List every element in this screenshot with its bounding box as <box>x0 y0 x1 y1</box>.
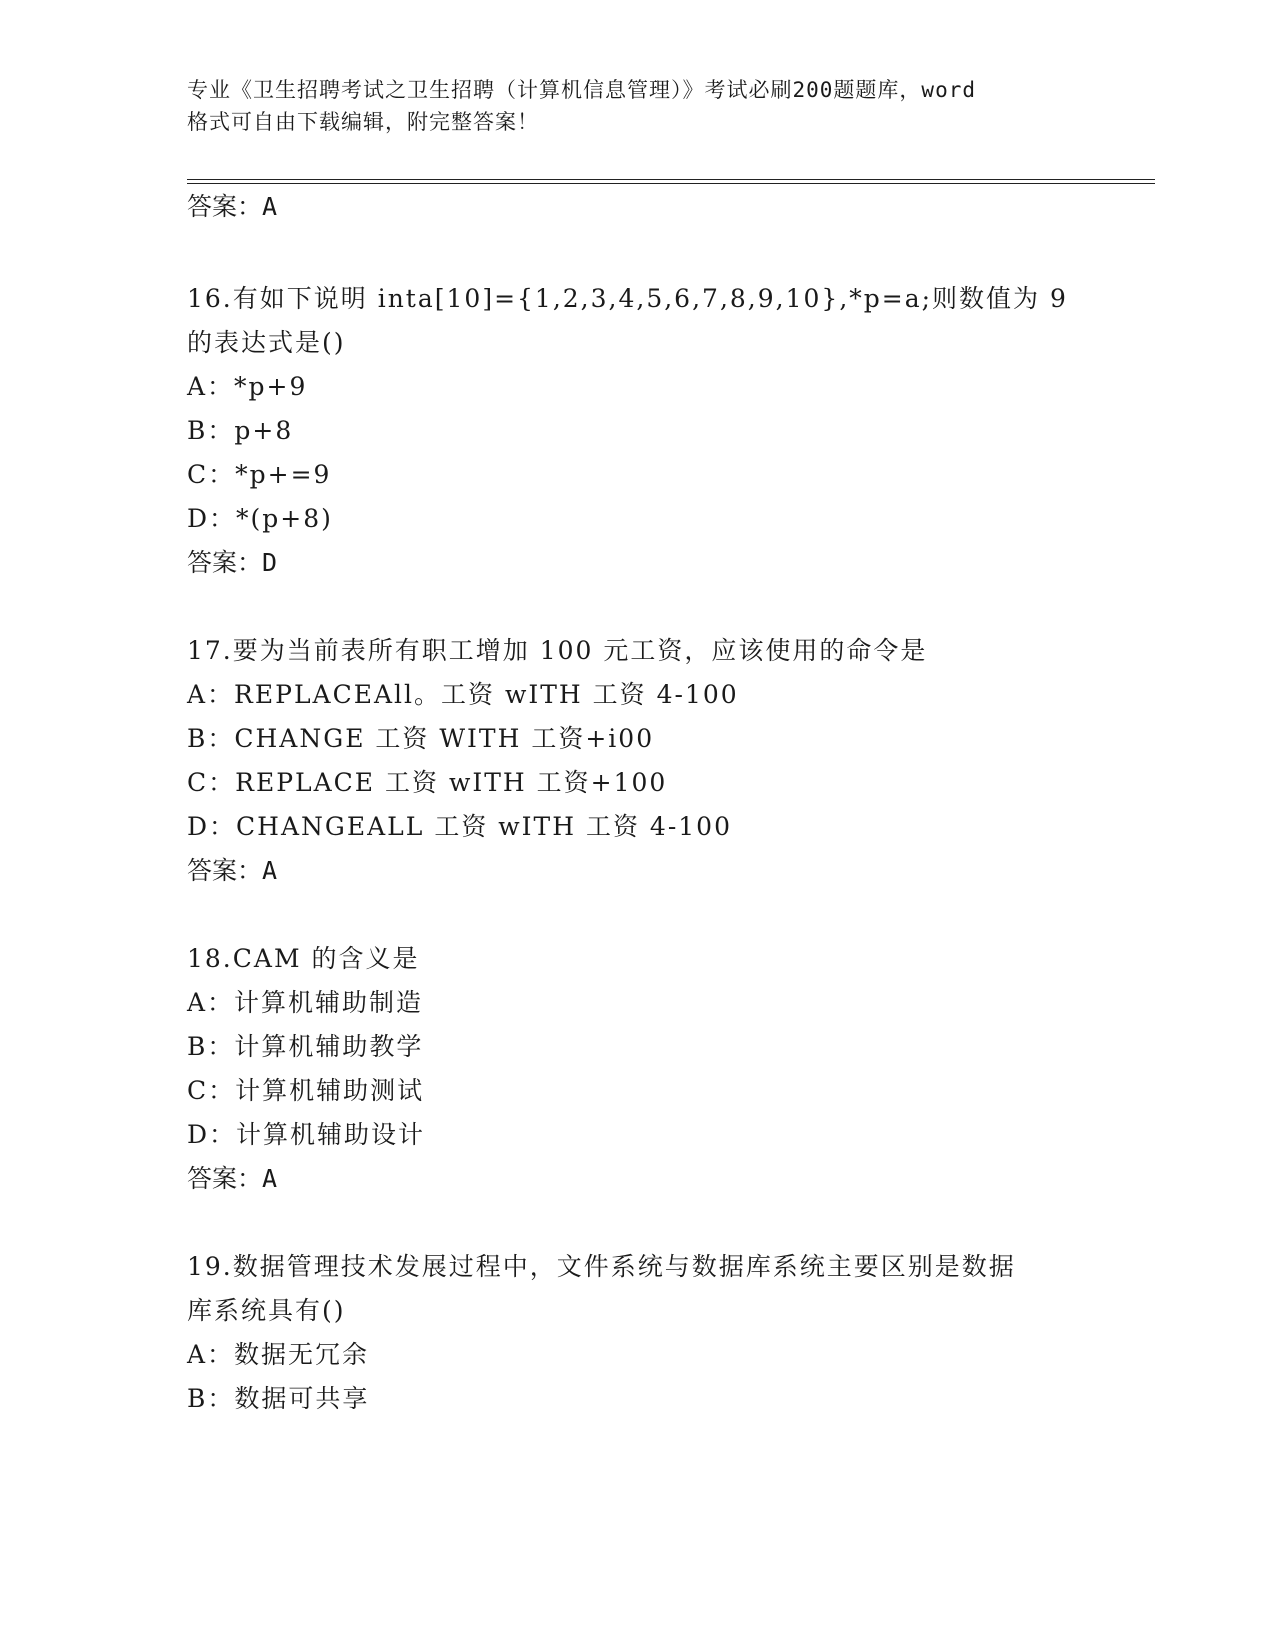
question-19-option-a: A：数据无冗余 <box>187 1340 370 1369</box>
question-16-stem-line-2: 的表达式是() <box>187 328 346 357</box>
question-18-option-c: C：计算机辅助测试 <box>187 1076 425 1105</box>
question-18-stem-line-1: 18.CAM 的含义是 <box>187 944 420 973</box>
question-16-option-b: B：p+8 <box>187 416 294 445</box>
header-divider-top <box>187 179 1155 180</box>
question-18-option-b: B：计算机辅助教学 <box>187 1032 424 1061</box>
header-line-2: 格式可自由下载编辑，附完整答案！ <box>187 110 539 134</box>
question-17-option-c: C：REPLACE 工资 wITH 工资+100 <box>187 768 668 797</box>
question-16-option-a: A：*p+9 <box>187 372 308 401</box>
question-18-answer: 答案：A <box>187 1164 278 1193</box>
document-header <box>187 74 1087 138</box>
question-17-option-b: B：CHANGE 工资 WITH 工资+i00 <box>187 724 655 753</box>
question-19-stem-line-1: 19.数据管理技术发展过程中，文件系统与数据库系统主要区别是数据 <box>187 1252 1016 1281</box>
question-19-option-b: B：数据可共享 <box>187 1384 370 1413</box>
question-18-option-d: D：计算机辅助设计 <box>187 1120 426 1149</box>
question-17-option-a: A：REPLACEAll。工资 wITH 工资 4-100 <box>187 680 739 709</box>
previous-answer: 答案：A <box>187 192 278 221</box>
question-17-stem-line-1: 17.要为当前表所有职工增加 100 元工资，应该使用的命令是 <box>187 636 928 665</box>
question-18-option-a: A：计算机辅助制造 <box>187 988 424 1017</box>
question-16-stem-line-1: 16.有如下说明 inta[10]={1,2,3,4,5,6,7,8,9,10},*p=a;则数值为 9 <box>187 284 1068 313</box>
question-19-stem-line-2: 库系统具有() <box>187 1296 346 1325</box>
question-16-option-d: D：*(p+8) <box>187 504 333 533</box>
question-16-option-c: C：*p+=9 <box>187 460 332 489</box>
header-divider-bottom <box>187 183 1155 184</box>
question-16-answer: 答案：D <box>187 548 278 577</box>
question-17-option-d: D：CHANGEALL 工资 wITH 工资 4-100 <box>187 812 732 841</box>
header-line-1: 专业《卫生招聘考试之卫生招聘（计算机信息管理）》考试必刷200题题库，word <box>187 78 976 102</box>
question-17-answer: 答案：A <box>187 856 278 885</box>
